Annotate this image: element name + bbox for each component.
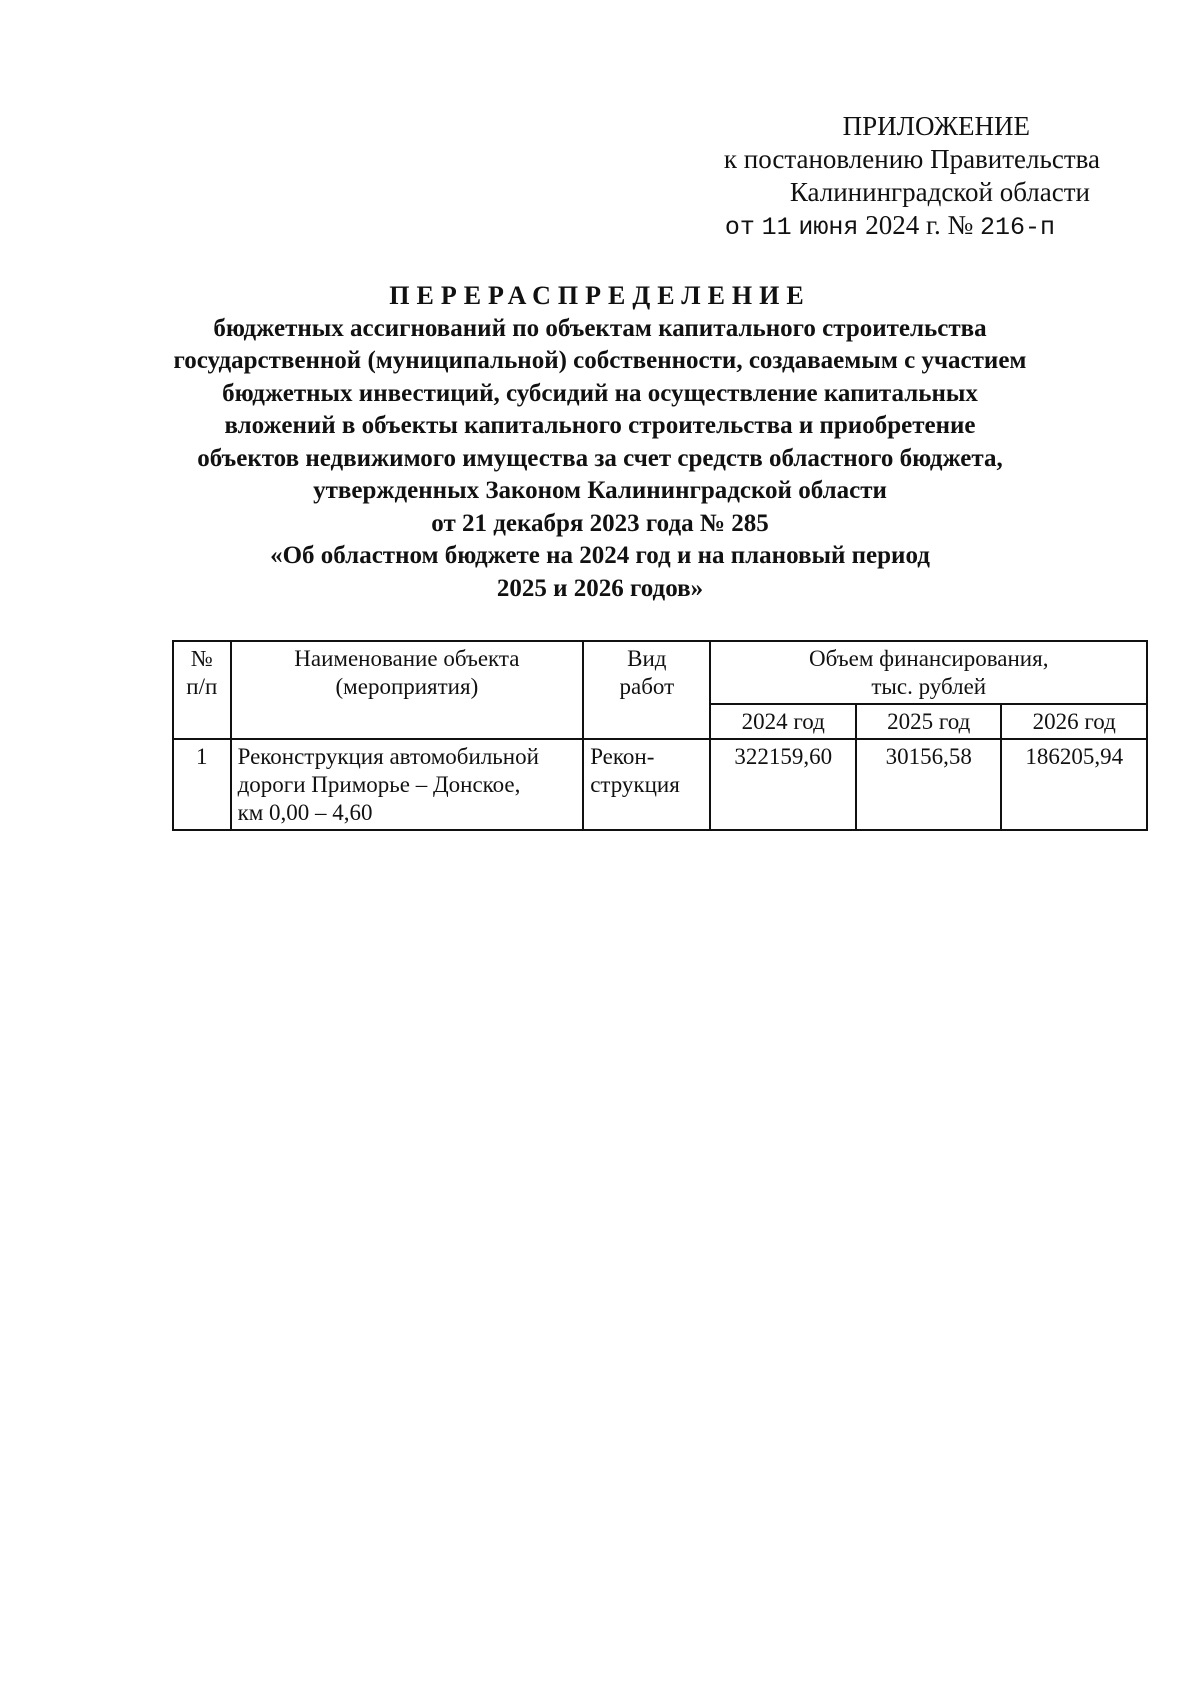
table-row [173, 739, 1147, 830]
decree-number: 216-п [979, 213, 1055, 242]
header-kind-line: Вид [627, 646, 667, 671]
document-heading [150, 280, 1050, 605]
header-num-line: п/п [186, 674, 218, 699]
row-name-line: км 0,00 – 4,60 [237, 800, 373, 825]
appendix-block [680, 110, 1100, 244]
header-kind [583, 641, 710, 739]
header-num [173, 641, 231, 739]
heading-line: утвержденных Законом Калининградской области [313, 477, 887, 504]
header-financing-line: Объем финансирования, [809, 646, 1049, 671]
heading-line: от 21 декабря 2023 года № 285 [431, 509, 769, 537]
heading-line: государственной (муниципальной) собственности, создаваемым с участием [173, 347, 1027, 374]
row-kind-line: струкция [590, 772, 680, 797]
appendix-date-line [680, 209, 1100, 244]
row-value-2025: 30156,58 [856, 739, 1001, 830]
header-name [231, 641, 584, 739]
header-name-line: Наименование объекта [294, 646, 520, 671]
row-name [231, 739, 584, 830]
row-name-line: Реконструкция автомобильной [237, 744, 539, 769]
appendix-line-region: Калининградской области [789, 177, 1090, 207]
header-name-line: (мероприятия) [335, 674, 479, 699]
date-year: 2024 г. № [865, 210, 974, 240]
header-financing [710, 641, 1147, 704]
row-value-2024: 322159,60 [710, 739, 855, 830]
appendix-line-decree: к постановлению Правительства [723, 144, 1100, 174]
header-num-line: № [190, 646, 213, 671]
row-kind [583, 739, 710, 830]
date-day: 11 [761, 213, 792, 242]
heading-line: вложений в объекты капитального строительства и приобретение [224, 412, 976, 439]
row-kind-line: Рекон- [590, 744, 655, 769]
heading-line: объектов недвижимого имущества за счет средств областного бюджета, [197, 444, 1003, 472]
heading-line: бюджетных ассигнований по объектам капитального строительства [213, 314, 987, 342]
heading-line: бюджетных инвестиций, субсидий на осуществление капитальных [222, 379, 978, 407]
row-name-line: дороги Приморье – Донское, [237, 772, 521, 797]
heading-title: ПЕРЕРАСПРЕДЕЛЕНИЕ [389, 281, 811, 310]
header-year: 2025 год [856, 704, 1001, 739]
budget-table [172, 640, 1148, 831]
table-header-row [173, 641, 1147, 704]
header-year: 2026 год [1001, 704, 1147, 739]
heading-line: 2025 и 2026 годов» [496, 574, 704, 602]
row-num: 1 [173, 739, 231, 830]
heading-line: «Об областном бюджете на 2024 год и на плановый период [270, 542, 930, 569]
header-financing-line: тыс. рублей [871, 674, 987, 699]
appendix-title: ПРИЛОЖЕНИЕ [842, 111, 1030, 141]
header-kind-line: работ [619, 674, 675, 699]
header-year: 2024 год [710, 704, 855, 739]
date-prefix: от [724, 213, 755, 242]
row-value-2026: 186205,94 [1001, 739, 1147, 830]
date-month: июня [798, 213, 859, 242]
